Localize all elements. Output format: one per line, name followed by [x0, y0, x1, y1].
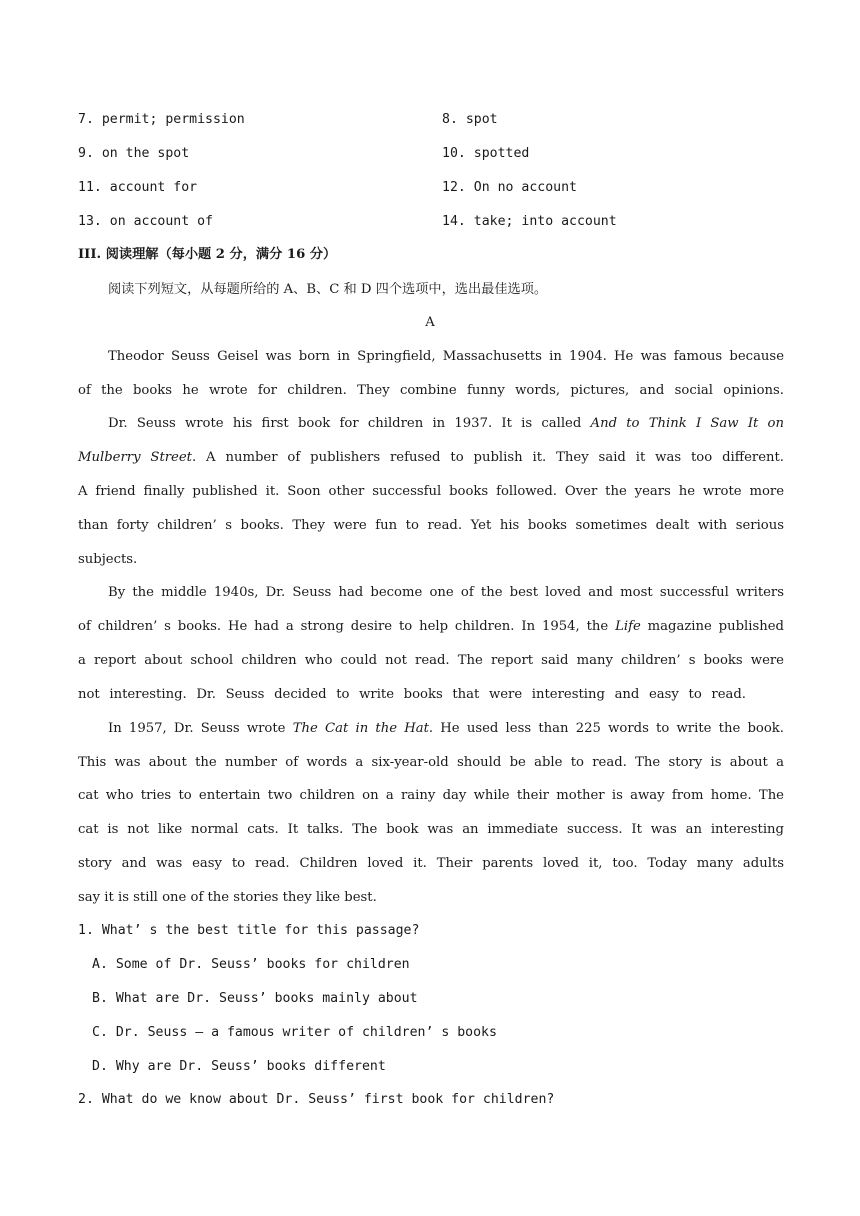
- passage-line: cat who tries to entertain two children on a rainy day while their mother is away from home. The: [78, 788, 784, 803]
- book-title: Mulberry Street: [78, 450, 192, 465]
- magazine-title: Life: [615, 619, 641, 634]
- passage-line: Theodor Seuss Geisel was born in Springfield, Massachusetts in 1904. He was famous because: [108, 349, 784, 364]
- vocab-item: 12. On no account: [442, 180, 577, 195]
- passage-line: a report about school children who could not read. The report said many children’ s books were: [78, 653, 784, 668]
- section-heading: III. 阅读理解（每小题 2 分，满分 16 分）: [78, 247, 337, 262]
- book-title: The Cat in the Hat: [292, 721, 429, 736]
- question-stem: 1. What’ s the best title for this passage?: [78, 923, 420, 938]
- passage-line: Mulberry Street. A number of publishers refused to publish it. They said it was too different.: [78, 450, 784, 465]
- answer-option: B. What are Dr. Seuss’ books mainly about: [92, 991, 418, 1006]
- answer-option: A. Some of Dr. Seuss’ books for children: [92, 957, 410, 972]
- passage-line: This was about the number of words a six-year-old should be able to read. The story is about a: [78, 755, 784, 770]
- passage-line: not interesting. Dr. Seuss decided to write books that were interesting and easy to read.: [78, 687, 746, 702]
- passage-line: cat is not like normal cats. It talks. The book was an immediate success. It was an interesting: [78, 822, 784, 837]
- book-title: And to Think I Saw It on: [590, 416, 784, 431]
- vocab-item: 7. permit; permission: [78, 112, 245, 127]
- vocab-item: 13. on account of: [78, 214, 213, 229]
- vocab-item: 10. spotted: [442, 146, 530, 161]
- section-instruction: 阅读下列短文，从每题所给的 A、B、C 和 D 四个选项中，选出最佳选项。: [108, 282, 548, 297]
- vocab-item: 14. take; into account: [442, 214, 617, 229]
- passage-line: of the books he wrote for children. They combine funny words, pictures, and social opinions.: [78, 383, 784, 398]
- passage-line: Dr. Seuss wrote his first book for children in 1937. It is called And to Think I Saw It on: [108, 416, 784, 431]
- passage-line: subjects.: [78, 552, 138, 567]
- answer-option: D. Why are Dr. Seuss’ books different: [92, 1059, 386, 1074]
- vocab-item: 11. account for: [78, 180, 198, 195]
- question-stem: 2. What do we know about Dr. Seuss’ first book for children?: [78, 1092, 555, 1107]
- passage-line: than forty children’ s books. They were fun to read. Yet his books sometimes dealt with serious: [78, 518, 784, 533]
- passage-line: A friend finally published it. Soon other successful books followed. Over the years he wrote more: [78, 484, 784, 499]
- vocab-item: 9. on the spot: [78, 146, 190, 161]
- passage-line: story and was easy to read. Children loved it. Their parents loved it, too. Today many adults: [78, 856, 784, 871]
- passage-label: A: [425, 315, 435, 330]
- passage-line: say it is still one of the stories they like best.: [78, 890, 377, 905]
- passage-line: By the middle 1940s, Dr. Seuss had become one of the best loved and most successful writers: [108, 585, 784, 600]
- passage-line: In 1957, Dr. Seuss wrote The Cat in the Hat. He used less than 225 words to write the book.: [108, 721, 784, 736]
- answer-option: C. Dr. Seuss — a famous writer of children’ s books: [92, 1025, 497, 1040]
- vocab-item: 8. spot: [442, 112, 498, 127]
- passage-line: of children’ s books. He had a strong desire to help children. In 1954, the Life magazine published: [78, 619, 784, 634]
